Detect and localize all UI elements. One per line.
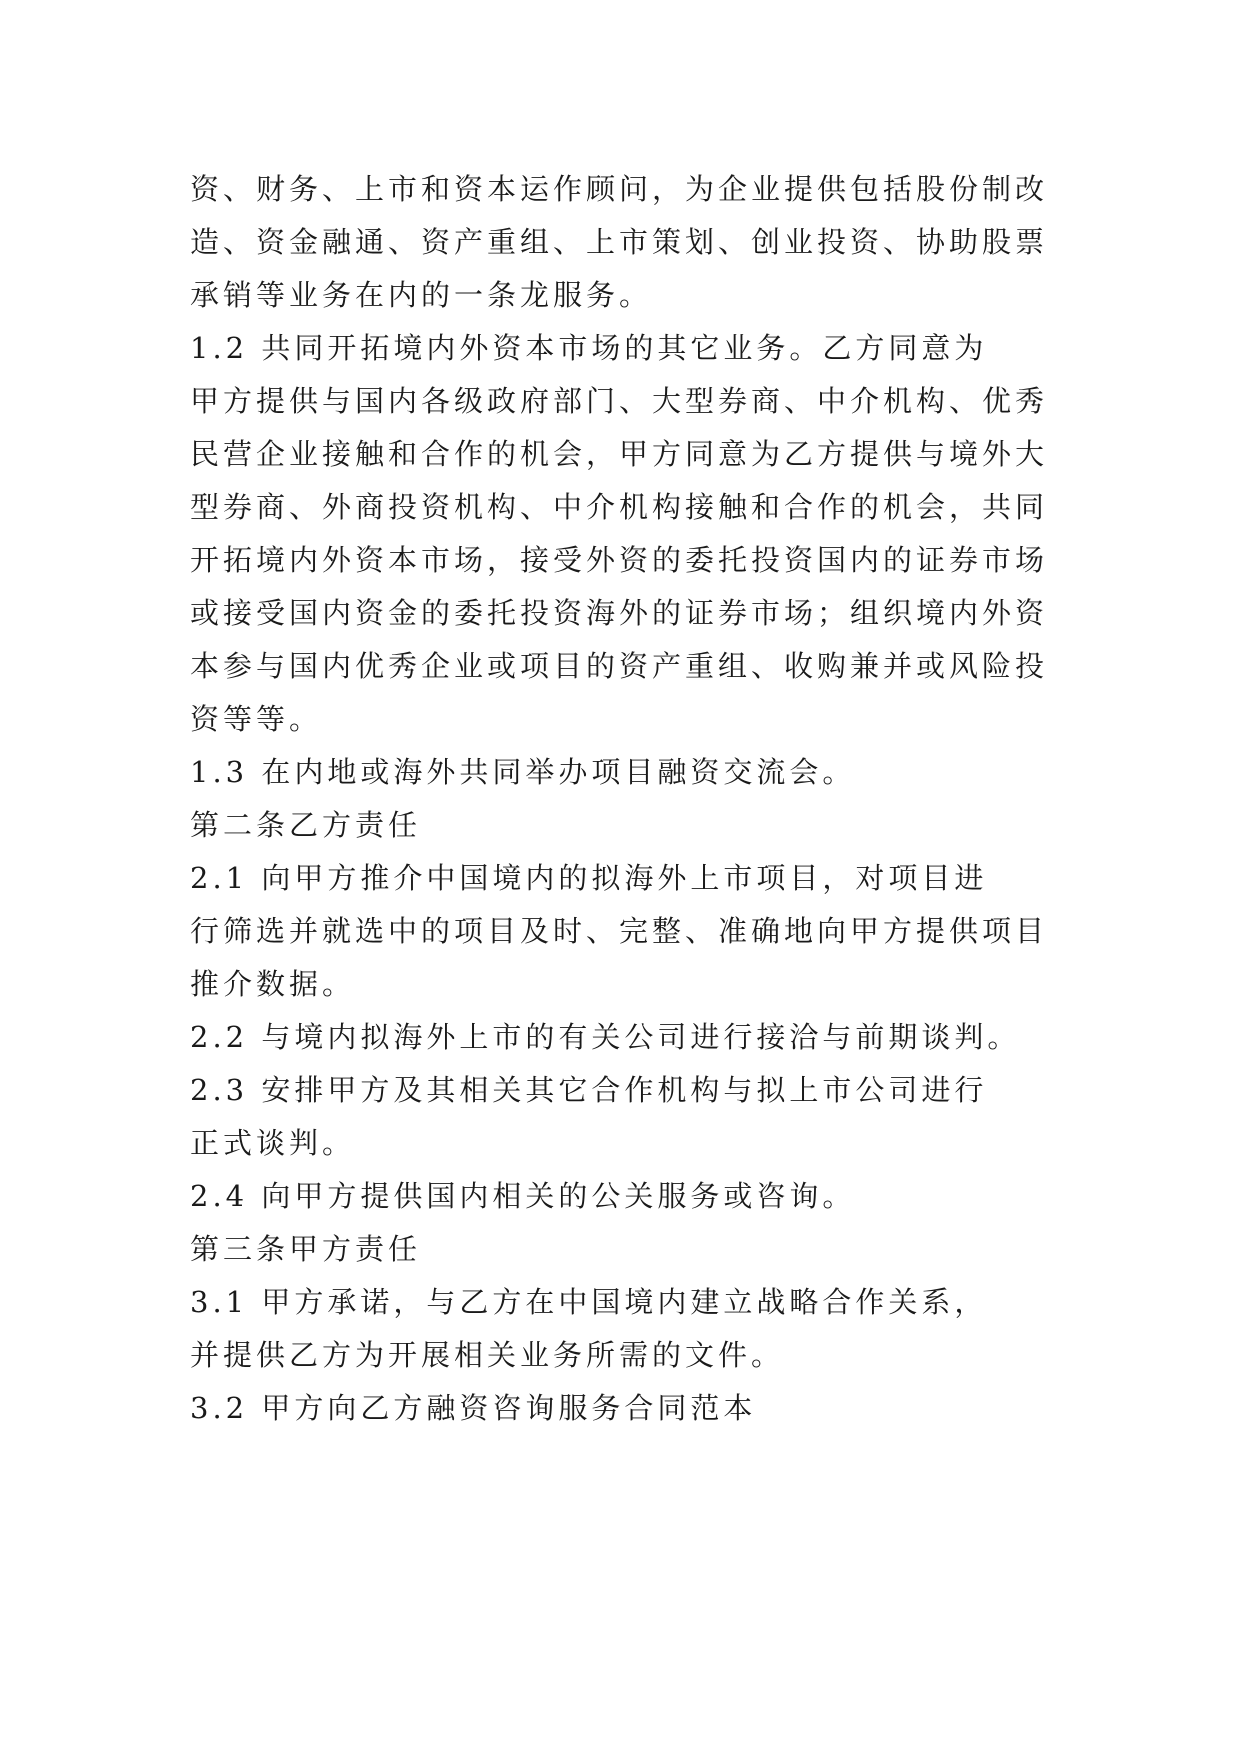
paragraph-line: 或接受国内资金的委托投资海外的证券市场；组织境内外资 xyxy=(190,596,1049,630)
paragraph-line: 并提供乙方为开展相关业务所需的文件。 xyxy=(190,1338,785,1372)
clause-2-1: 2.1 向甲方推介中国境内的拟海外上市项目，对项目进 xyxy=(190,861,988,895)
paragraph-line: 承销等业务在内的一条龙服务。 xyxy=(190,278,653,312)
paragraph-line: 资等等。 xyxy=(190,702,323,736)
paragraph-line: 正式谈判。 xyxy=(190,1126,356,1160)
paragraph-line: 型券商、外商投资机构、中介机构接触和合作的机会，共同 xyxy=(190,490,1049,524)
clause-2-3: 2.3 安排甲方及其相关其它合作机构与拟上市公司进行 xyxy=(190,1073,988,1107)
paragraph-line: 资、财务、上市和资本运作顾问，为企业提供包括股份制改 xyxy=(190,172,1049,206)
clause-1-2: 1.2 共同开拓境内外资本市场的其它业务。乙方同意为 xyxy=(190,331,988,365)
clause-2-4: 2.4 向甲方提供国内相关的公关服务或咨询。 xyxy=(190,1179,856,1213)
clause-2-2: 2.2 与境内拟海外上市的有关公司进行接洽与前期谈判。 xyxy=(190,1020,1021,1054)
article-2-heading: 第二条乙方责任 xyxy=(190,808,422,842)
paragraph-line: 造、资金融通、资产重组、上市策划、创业投资、协助股票 xyxy=(190,225,1049,259)
paragraph-line: 开拓境内外资本市场，接受外资的委托投资国内的证券市场 xyxy=(190,543,1049,577)
clause-3-1: 3.1 甲方承诺，与乙方在中国境内建立战略合作关系， xyxy=(190,1285,988,1319)
clause-3-2: 3.2 甲方向乙方融资咨询服务合同范本 xyxy=(190,1391,757,1425)
paragraph-line: 本参与国内优秀企业或项目的资产重组、收购兼并或风险投 xyxy=(190,649,1049,683)
paragraph-line: 甲方提供与国内各级政府部门、大型券商、中介机构、优秀 xyxy=(190,384,1049,418)
paragraph-line: 民营企业接触和合作的机会，甲方同意为乙方提供与境外大 xyxy=(190,437,1049,471)
clause-1-3: 1.3 在内地或海外共同举办项目融资交流会。 xyxy=(190,755,856,789)
paragraph-line: 推介数据。 xyxy=(190,967,356,1001)
paragraph-line: 行筛选并就选中的项目及时、完整、准确地向甲方提供项目 xyxy=(190,914,1049,948)
document-body xyxy=(190,163,1060,1435)
article-3-heading: 第三条甲方责任 xyxy=(190,1232,422,1266)
